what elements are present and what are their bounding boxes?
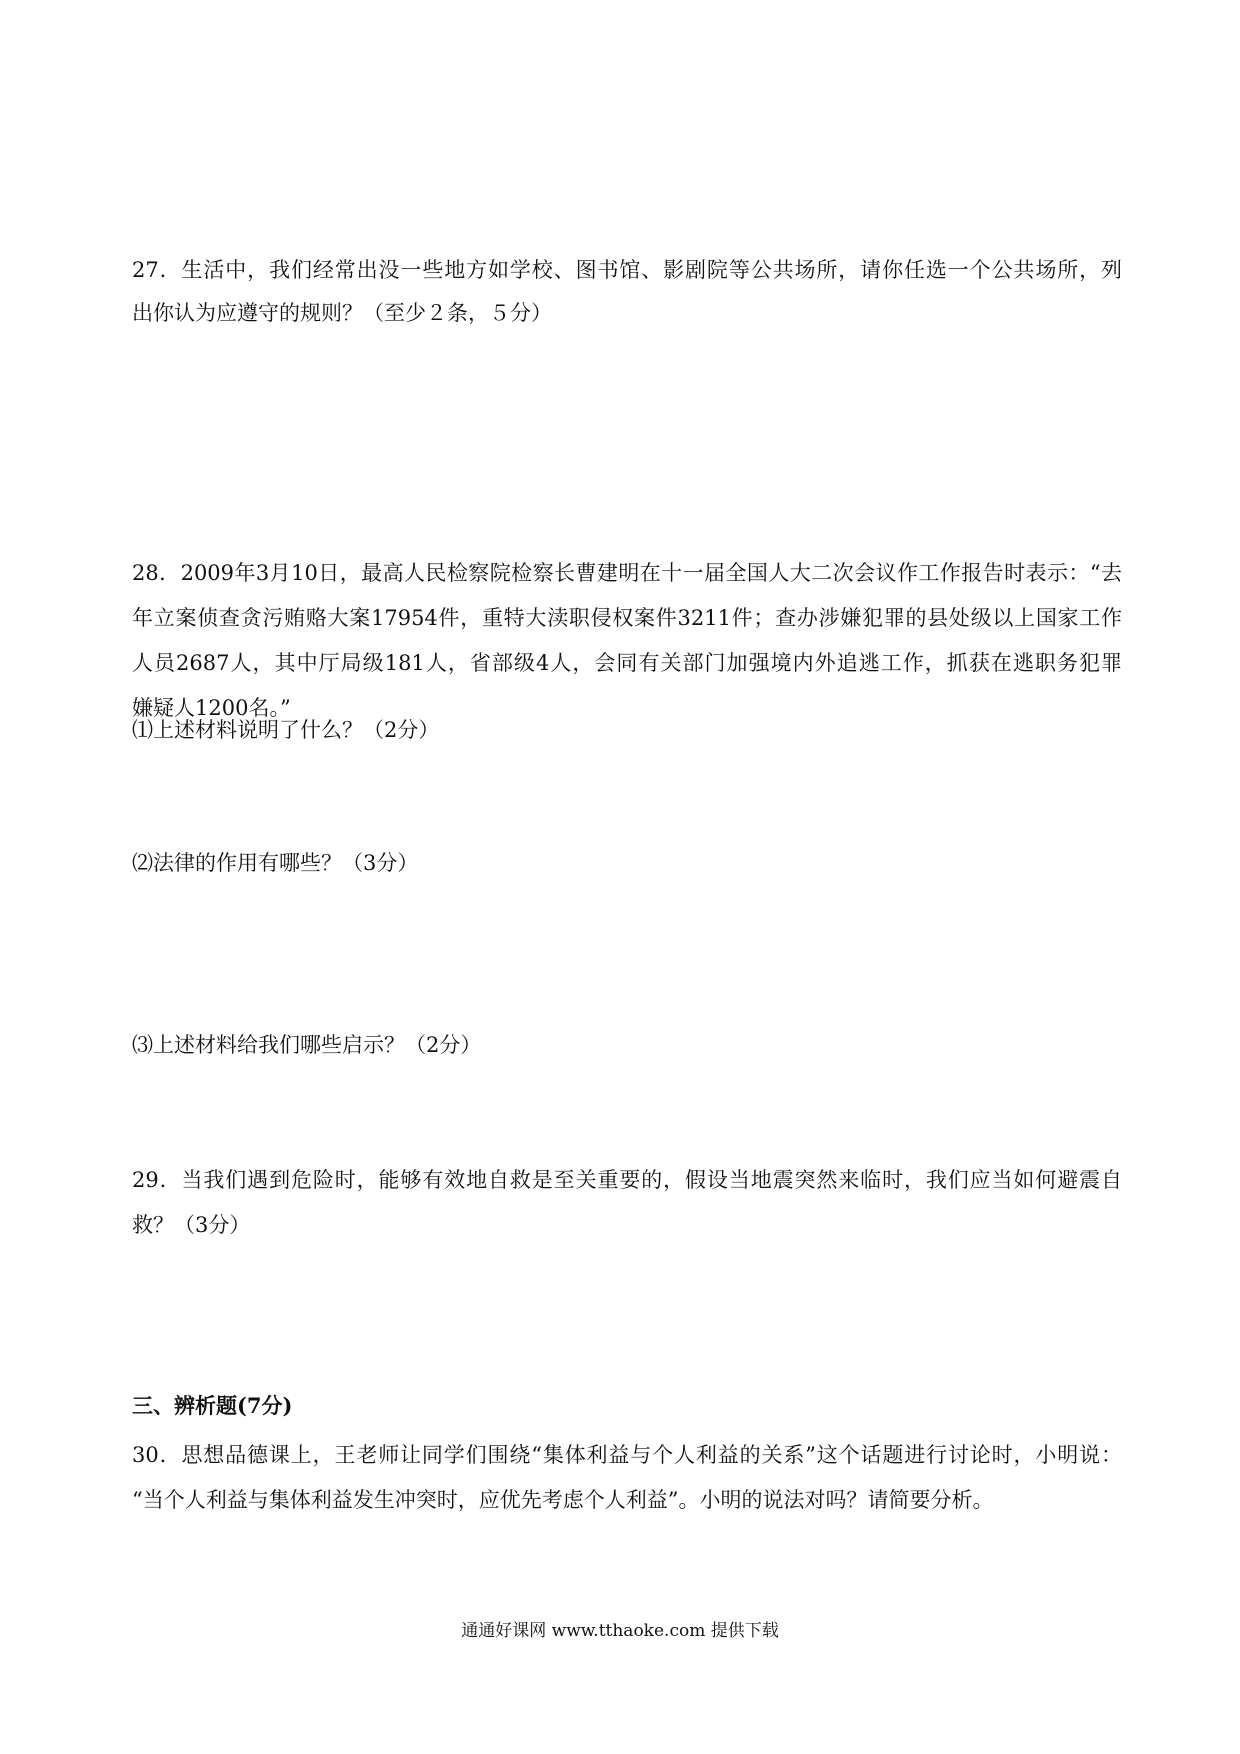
q30-line-1: 30．思想品德课上，王老师让同学们围绕“集体利益与个人利益的关系”这个话题进行讨论时，小明说： <box>132 1443 1122 1467</box>
q28-sub-question-2: ⑵法律的作用有哪些？（3分） <box>132 851 419 875</box>
q28-line-4: 嫌疑人1200名。” <box>132 696 291 720</box>
page-footer: 通通好课网 www.tthaoke.com 提供下载 <box>461 1621 779 1641</box>
q28-line-3: 人员2687人，其中厅局级181人，省部级4人，会同有关部门加强境内外追逃工作，抓获在逃职务犯罪 <box>132 651 1122 675</box>
section-3-heading: 三、辨析题(7分) <box>132 1393 293 1418</box>
q28-line-1: 28．2009年3月10日，最高人民检察院检察长曹建明在十一届全国人大二次会议作工作报告时表示：“去 <box>132 561 1122 585</box>
q28-sub-question-1: ⑴上述材料说明了什么？（2分） <box>132 718 440 742</box>
q27-line-2: 出你认为应遵守的规则？（至少２条，５分） <box>132 301 552 325</box>
q30-line-2: “当个人利益与集体利益发生冲突时，应优先考虑个人利益”。小明的说法对吗？请简要分析。 <box>132 1488 994 1512</box>
q29-line-2: 救？（3分） <box>132 1213 251 1237</box>
q29-line-1: 29．当我们遇到危险时，能够有效地自救是至关重要的，假设当地震突然来临时，我们应当如何避震自 <box>132 1168 1122 1192</box>
q28-line-2: 年立案侦查贪污贿赂大案17954件，重特大渎职侵权案件3211件；查办涉嫌犯罪的县处级以上国家工作 <box>132 606 1122 630</box>
q28-sub-question-3: ⑶上述材料给我们哪些启示？（2分） <box>132 1033 482 1057</box>
q27-line-1: 27．生活中，我们经常出没一些地方如学校、图书馆、影剧院等公共场所，请你任选一个公共场所，列 <box>132 258 1122 282</box>
